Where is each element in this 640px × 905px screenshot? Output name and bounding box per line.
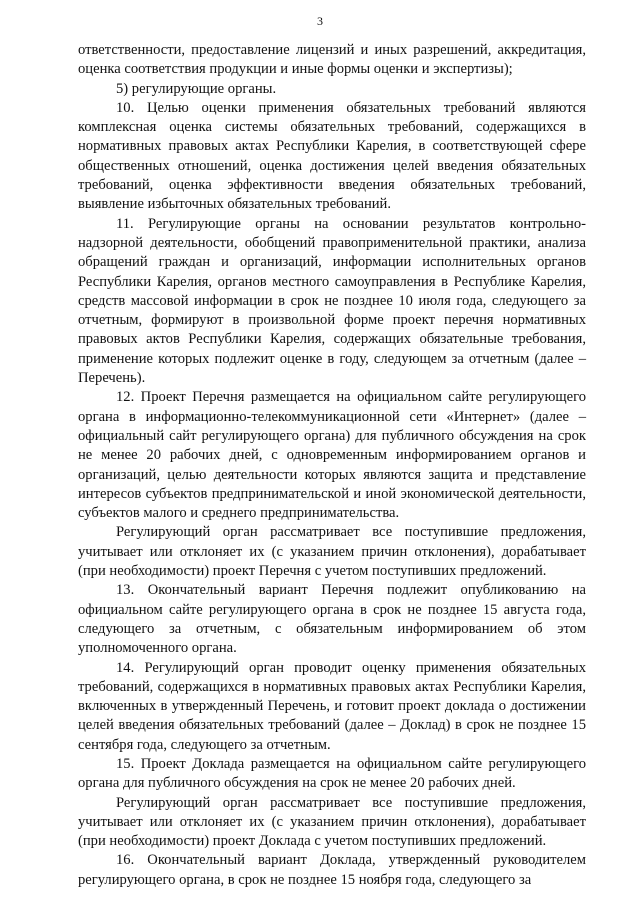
page-number: 3: [317, 14, 323, 28]
paragraph-15: 15. Проект Доклада размещается на официальном сайте регулирующего органа для публичного обсуждения на срок не менее 20 рабочих дней.: [78, 755, 586, 792]
paragraph-14: 14. Регулирующий орган проводит оценку применения обязательных требований, содержащихся в нормативных правовых актах Республики Карелия, включенных в утвержденный Перечень, и готовит проект доклада о достижении целей введения обязательных требований (далее – Доклад) в срок не позднее 15 сентября года, следующего за отчетным.: [78, 659, 586, 753]
paragraph-10: 10. Целью оценки применения обязательных требований являются комплексная оценка системы обязательных требований, содержащихся в нормативных правовых актах Республики Карелия, в соответствующей сфере общественных отношений, оценка достижения целей введения обязательных требований, оценка эффективности введения обязательных требований, выявление избыточных обязательных требований.: [78, 99, 586, 213]
paragraph-12-review: Регулирующий орган рассматривает все поступившие предложения, учитывает или отклоняет их (с указанием причин отклонения), дорабатывает (при необходимости) проект Перечня с учетом поступивших предложений.: [78, 524, 586, 580]
paragraph-11: 11. Регулирующие органы на основании результатов контрольно-надзорной деятельности, обобщений правоприменительной практики, анализа обращений граждан и организаций, информации исполнительных органов Республики Карелия, органов местного самоуправления в Республике Карелия, средств массовой информации в срок не позднее 10 июля года, следующего за отчетным, формируют в произвольной форме проект перечня нормативных правовых актов Республики Карелия, содержащих обязательные требования, применение которых подлежит оценке в году, следующем за отчетным (далее – Перечень).: [78, 215, 586, 387]
paragraph-continuation: ответственности, предоставление лицензий и иных разрешений, аккредитация, оценка соответствия продукции и иные формы оценки и экспертизы);: [78, 42, 586, 78]
list-item-5: 5) регулирующие органы.: [116, 80, 277, 97]
paragraph-12: 12. Проект Перечня размещается на официальном сайте регулирующего органа в информационно-телекоммуникационной сети «Интернет» (далее – официальный сайт регулирующего органа) для публичного обсуждения на срок не менее 20 рабочих дней, с одновременным информированием органов и организаций, целью деятельности которых являются защита и представление интересов субъектов предпринимательской и иной экономической деятельности, субъектов малого и среднего предпринимательства.: [78, 389, 586, 522]
paragraph-16: 16. Окончательный вариант Доклада, утвержденный руководителем регулирующего органа, в срок не позднее 15 ноября года, следующего за: [78, 852, 586, 888]
paragraph-15-review: Регулирующий орган рассматривает все поступившие предложения, учитывает или отклоняет их (с указанием причин отклонения), дорабатывает (при необходимости) проект Доклада с учетом поступивших предложений.: [78, 794, 586, 850]
paragraph-13: 13. Окончательный вариант Перечня подлежит опубликованию на официальном сайте регулирующего органа в срок не позднее 15 августа года, следующего за отчетным, с обязательным информированием об этом уполномоченного органа.: [78, 582, 586, 657]
document-body: [78, 41, 586, 890]
